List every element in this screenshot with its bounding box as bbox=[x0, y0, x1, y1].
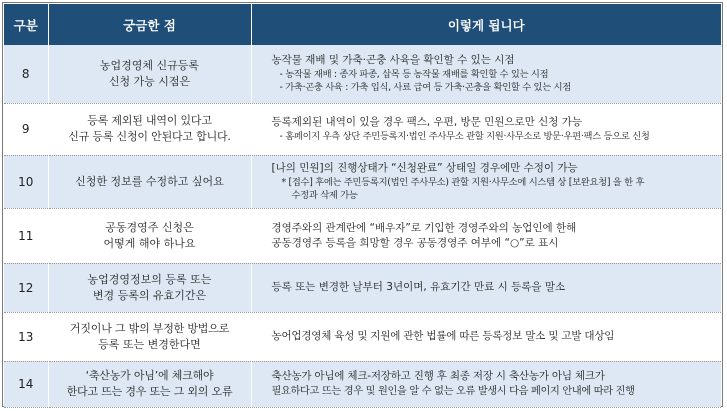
answer-line: 농작물 재배 및 가축·곤충 사육을 확인할 수 있는 시점 bbox=[271, 54, 515, 67]
question-line: 농업경영체 신규등록 bbox=[99, 58, 200, 72]
answer-line: 농어업경영체 육성 및 지원에 관한 법률에 따른 등록정보 말소 및 고발 대상임 bbox=[271, 330, 615, 342]
answer-note-line: * [접수] 후에는 주민등록지(법인 주사무소) 관할 지원·사무소에 시스템 상 [보완요청] 을 한 후 bbox=[281, 177, 645, 188]
header-number: 구분 bbox=[4, 4, 48, 45]
row-number: 8 bbox=[4, 45, 48, 103]
row-question bbox=[48, 155, 251, 208]
question-line: 한다고 뜨는 경우 또는 그 외의 오류 bbox=[66, 385, 233, 398]
row-number: 14 bbox=[4, 361, 48, 407]
faq-table bbox=[4, 4, 721, 408]
question-line: 등록 제외된 내역이 있다고 bbox=[87, 114, 212, 127]
row-answer bbox=[251, 103, 721, 155]
row-question bbox=[48, 103, 251, 155]
row-answer bbox=[251, 263, 721, 312]
row-question bbox=[48, 361, 251, 407]
question-line: 신규 등록 신청이 안된다고 합니다. bbox=[68, 130, 231, 143]
row-answer bbox=[251, 208, 721, 263]
question-line: ‘축산농가 아님’에 체크해야 bbox=[85, 369, 214, 382]
question-line: 공동경영주 신청은 bbox=[105, 220, 194, 234]
answer-sub-line: - 홈페이지 우측 상단 주민등록지·법인 주사무소 관할 지원·사무소로 방문·우편·팩스 등으로 신청 bbox=[279, 131, 650, 142]
answer-sub-line: - 가축·곤충 사육 : 가축 입식, 사료 급여 등 가축·곤충을 확인할 수 있는 시점 bbox=[279, 82, 571, 94]
row-answer bbox=[251, 45, 721, 103]
header-answer: 이렇게 됩니다 bbox=[251, 4, 721, 45]
row-answer bbox=[251, 361, 721, 407]
question-line: 신청한 정보를 수정하고 싶어요 bbox=[75, 174, 224, 188]
header-question: 궁금한 점 bbox=[48, 4, 251, 45]
table-row bbox=[4, 155, 721, 208]
answer-note-line: 수정과 삭제 가능 bbox=[291, 190, 358, 201]
question-line: 신청 가능 시점은 bbox=[108, 74, 191, 88]
row-number: 10 bbox=[4, 155, 48, 208]
table-row bbox=[4, 312, 721, 361]
question-line: 거짓이나 그 밖의 부정한 방법으로 bbox=[69, 321, 230, 335]
header-row bbox=[4, 4, 721, 45]
question-line: 어떻게 해야 하나요 bbox=[103, 236, 196, 250]
row-number: 11 bbox=[4, 208, 48, 263]
answer-line: 필요하다고 뜨는 경우 및 원인을 알 수 없는 오류 발생시 다음 페이지 안내에 따라 진행 bbox=[271, 386, 635, 397]
row-question bbox=[48, 312, 251, 361]
answer-line: 공동경영주 등록을 희망할 경우 공동경영주 여부에 “○”로 표시 bbox=[271, 236, 559, 249]
answer-line: [나의 민원]의 진행상태가 “신청완료” 상태일 경우에만 수정이 가능 bbox=[271, 162, 578, 174]
row-question bbox=[48, 45, 251, 103]
answer-sub-line: - 농작물 재배 : 종자 파종, 삽목 등 농작물 재배를 확인할 수 있는 시점 bbox=[279, 69, 549, 81]
table-row bbox=[4, 361, 721, 407]
question-line: 농업경영정보의 등록 또는 bbox=[87, 272, 212, 286]
question-line: 변경 등록의 유효기간은 bbox=[92, 288, 207, 302]
table-row bbox=[4, 263, 721, 312]
row-number: 9 bbox=[4, 103, 48, 155]
row-number: 12 bbox=[4, 263, 48, 312]
answer-line: 경영주와의 관계란에 “배우자”로 기입한 경영주와의 농업인에 한해 bbox=[271, 221, 577, 234]
answer-line: 축산농가 아님에 체크-저장하고 진행 후 최종 저장 시 축산농가 아님 체크가 bbox=[271, 370, 605, 382]
answer-line: 등록제외된 내역이 있을 경우 팩스, 우편, 방문 민원으로만 신청 가능 bbox=[271, 116, 583, 128]
row-number: 13 bbox=[4, 312, 48, 361]
question-line: 등록 또는 변경한다면 bbox=[98, 337, 201, 351]
row-question bbox=[48, 208, 251, 263]
table-row bbox=[4, 208, 721, 263]
row-answer bbox=[251, 155, 721, 208]
row-answer bbox=[251, 312, 721, 361]
row-question bbox=[48, 263, 251, 312]
answer-line: 등록 또는 변경한 날부터 3년이며, 유효기간 만료 시 등록을 말소 bbox=[271, 281, 566, 293]
table-row bbox=[4, 45, 721, 103]
table-row bbox=[4, 103, 721, 155]
